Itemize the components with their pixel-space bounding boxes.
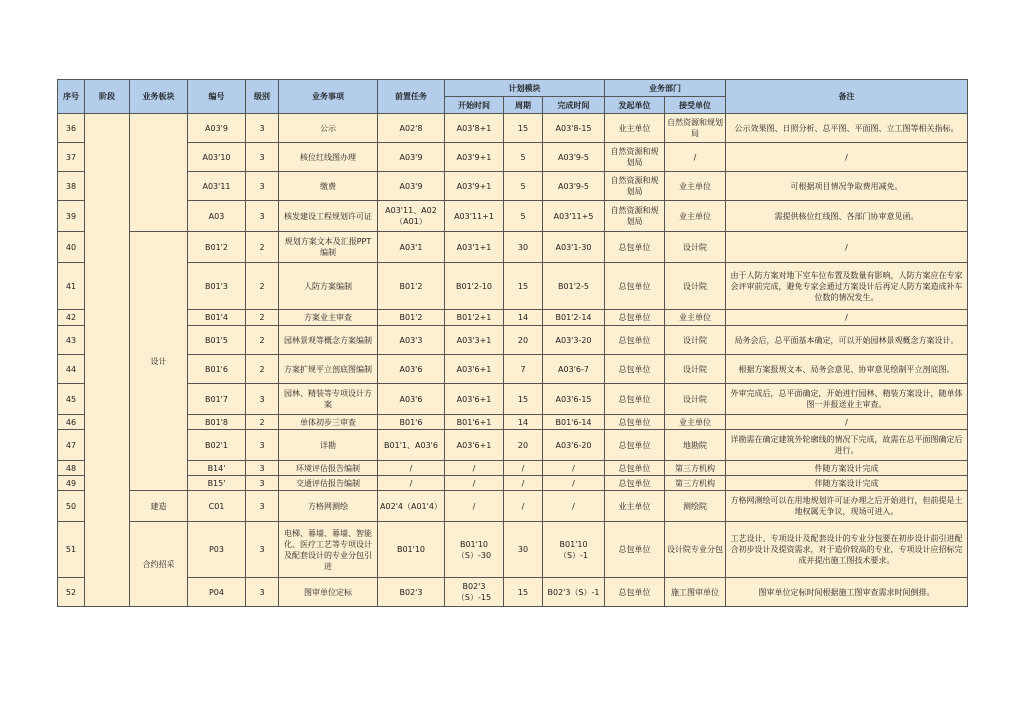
- cell-level: 2: [246, 415, 279, 430]
- cell-cycle: 14: [504, 310, 543, 326]
- cell-receiver: /: [665, 143, 726, 172]
- cell-initiator: 总包单位: [605, 384, 665, 415]
- cell-note: 详勘需在确定建筑外轮廓线的情况下完成，故需在总平面图确定后进行。: [726, 430, 968, 461]
- cell-start: B01'10（S）-30: [445, 522, 504, 578]
- cell-level: 2: [246, 310, 279, 326]
- table-row: [58, 491, 968, 522]
- cell-seq: 36: [58, 114, 85, 143]
- cell-initiator: 总包单位: [605, 355, 665, 384]
- cell-note: 由于人防方案对地下室车位布置及数量有影响，人防方案应在专家会评审前完成，避免专家会通过方案设计后再定人防方案造成补车位数的情况发生。: [726, 263, 968, 310]
- cell-receiver: 第三方机构: [665, 476, 726, 491]
- cell-level: 3: [246, 491, 279, 522]
- cell-receiver: 自然资源和规划局: [665, 114, 726, 143]
- cell-receiver: 设计院: [665, 384, 726, 415]
- cell-initiator: 自然资源和规划局: [605, 143, 665, 172]
- cell-level: 3: [246, 476, 279, 491]
- cell-level: 2: [246, 355, 279, 384]
- cell-level: 3: [246, 172, 279, 201]
- cell-finish: A03'8-15: [543, 114, 605, 143]
- cell-cycle: 15: [504, 114, 543, 143]
- cell-finish: A03'9-5: [543, 143, 605, 172]
- cell-cycle: 15: [504, 578, 543, 607]
- cell-initiator: 总包单位: [605, 578, 665, 607]
- cell-level: 3: [246, 522, 279, 578]
- cell-item: 方案业主审查: [279, 310, 378, 326]
- cell-item: 核发建设工程规划许可证: [279, 201, 378, 232]
- cell-seq: 47: [58, 430, 85, 461]
- cell-start: A03'6+1: [445, 355, 504, 384]
- header-start: 开始时间: [445, 97, 504, 114]
- cell-section-blank: [130, 114, 188, 232]
- cell-level: 2: [246, 326, 279, 355]
- cell-pre: /: [378, 476, 445, 491]
- cell-seq: 40: [58, 232, 85, 263]
- cell-pre: B01'1、A03'6: [378, 430, 445, 461]
- cell-receiver: 设计院: [665, 355, 726, 384]
- header-initiator: 发起单位: [605, 97, 665, 114]
- cell-code: B02'1: [188, 430, 246, 461]
- header-plan: 计划模块: [445, 80, 605, 97]
- cell-item: 核位红线图办理: [279, 143, 378, 172]
- header-level: 级别: [246, 80, 279, 114]
- table-row: [58, 355, 968, 384]
- cell-note: 可根据项目情况争取费用减免。: [726, 172, 968, 201]
- header-pre: 前置任务: [378, 80, 445, 114]
- cell-initiator: 总包单位: [605, 476, 665, 491]
- cell-code: A03'10: [188, 143, 246, 172]
- cell-receiver: 设计院: [665, 263, 726, 310]
- cell-pre: A02'8: [378, 114, 445, 143]
- cell-receiver: 测绘院: [665, 491, 726, 522]
- table-body: [58, 114, 968, 607]
- cell-seq: 52: [58, 578, 85, 607]
- cell-pre: A03'3: [378, 326, 445, 355]
- cell-cycle: 14: [504, 415, 543, 430]
- cell-note: /: [726, 310, 968, 326]
- cell-pre: B01'6: [378, 415, 445, 430]
- cell-finish: B01'2-14: [543, 310, 605, 326]
- header-finish: 完成时间: [543, 97, 605, 114]
- cell-item: 人防方案编制: [279, 263, 378, 310]
- table-row: [58, 430, 968, 461]
- cell-seq: 49: [58, 476, 85, 491]
- cell-seq: 50: [58, 491, 85, 522]
- table-row: [58, 263, 968, 310]
- cell-finish: B01'2-5: [543, 263, 605, 310]
- cell-start: /: [445, 476, 504, 491]
- cell-note: 工艺设计、专项设计及配套设计的专业分包要在初步设计前引进配合初步设计及提资需求，对于造价较高的专业，专项设计应招标完成并提出施工图技术要求。: [726, 522, 968, 578]
- cell-level: 3: [246, 430, 279, 461]
- cell-pre: A03'1: [378, 232, 445, 263]
- cell-initiator: 总包单位: [605, 461, 665, 476]
- cell-note: 需提供核位红线图、各部门协审意见函。: [726, 201, 968, 232]
- cell-seq: 44: [58, 355, 85, 384]
- cell-finish: /: [543, 491, 605, 522]
- cell-note: 图审单位定标时间根据施工图审查需求时间倒排。: [726, 578, 968, 607]
- cell-seq: 51: [58, 522, 85, 578]
- cell-receiver: 业主单位: [665, 415, 726, 430]
- cell-receiver: 业主单位: [665, 201, 726, 232]
- cell-finish: B01'6-14: [543, 415, 605, 430]
- cell-cycle: 7: [504, 355, 543, 384]
- cell-level: 3: [246, 384, 279, 415]
- cell-code: B14': [188, 461, 246, 476]
- cell-note: /: [726, 232, 968, 263]
- table-row: [58, 476, 968, 491]
- cell-cycle: /: [504, 476, 543, 491]
- cell-item: 规划方案文本及汇报PPT编制: [279, 232, 378, 263]
- cell-code: A03: [188, 201, 246, 232]
- cell-cycle: 20: [504, 430, 543, 461]
- cell-note: 根据方案报规文本、局务会意见、协审意见绘制平立剖底图。: [726, 355, 968, 384]
- cell-code: B01'7: [188, 384, 246, 415]
- cell-receiver: 设计院: [665, 326, 726, 355]
- cell-start: A03'6+1: [445, 430, 504, 461]
- cell-item: 园林、精装等专项设计方案: [279, 384, 378, 415]
- cell-start: B02'3（S）-15: [445, 578, 504, 607]
- cell-pre: B01'2: [378, 263, 445, 310]
- cell-start: A03'3+1: [445, 326, 504, 355]
- cell-pre: B01'10: [378, 522, 445, 578]
- cell-seq: 46: [58, 415, 85, 430]
- cell-level: 3: [246, 143, 279, 172]
- cell-start: B01'2-10: [445, 263, 504, 310]
- cell-cycle: 5: [504, 143, 543, 172]
- cell-item: 园林景观等概念方案编制: [279, 326, 378, 355]
- table-row: [58, 522, 968, 578]
- cell-finish: A03'1-30: [543, 232, 605, 263]
- cell-level: 3: [246, 578, 279, 607]
- cell-finish: A03'6-15: [543, 384, 605, 415]
- cell-code: P04: [188, 578, 246, 607]
- cell-finish: A03'3-20: [543, 326, 605, 355]
- cell-level: 2: [246, 263, 279, 310]
- cell-finish: B02'3（S）-1: [543, 578, 605, 607]
- cell-pre: A03'6: [378, 384, 445, 415]
- cell-section-contract: 合约招采: [130, 522, 188, 607]
- cell-section-design: 设计: [130, 232, 188, 491]
- cell-initiator: 自然资源和规划局: [605, 172, 665, 201]
- cell-start: /: [445, 491, 504, 522]
- cell-pre: A02'4（A01'4）: [378, 491, 445, 522]
- header-dept: 业务部门: [605, 80, 726, 97]
- cell-receiver: 地勘院: [665, 430, 726, 461]
- cell-receiver: 设计院专业分包: [665, 522, 726, 578]
- table-row: [58, 232, 968, 263]
- table-row: [58, 143, 968, 172]
- cell-note: 方格网测绘可以在用地规划许可证办理之后开始进行，但前提是土地权属无争议，现场可进入。: [726, 491, 968, 522]
- header-section: 业务板块: [130, 80, 188, 114]
- cell-level: 2: [246, 232, 279, 263]
- cell-initiator: 总包单位: [605, 326, 665, 355]
- cell-cycle: 5: [504, 201, 543, 232]
- cell-item: 单体初步三审查: [279, 415, 378, 430]
- cell-initiator: 自然资源和规划局: [605, 201, 665, 232]
- cell-item: 方格网测绘: [279, 491, 378, 522]
- cell-seq: 37: [58, 143, 85, 172]
- cell-receiver: 设计院: [665, 232, 726, 263]
- table-row: [58, 172, 968, 201]
- cell-cycle: 30: [504, 522, 543, 578]
- cell-initiator: 总包单位: [605, 310, 665, 326]
- header-item: 业务事项: [279, 80, 378, 114]
- header-receiver: 接受单位: [665, 97, 726, 114]
- table-row: [58, 201, 968, 232]
- schedule-table: [57, 79, 968, 607]
- cell-note: /: [726, 415, 968, 430]
- cell-code: C01: [188, 491, 246, 522]
- cell-cycle: 15: [504, 263, 543, 310]
- cell-code: B15': [188, 476, 246, 491]
- cell-seq: 48: [58, 461, 85, 476]
- cell-note: 伴随方案设计完成: [726, 476, 968, 491]
- cell-item: 交通评估报告编制: [279, 476, 378, 491]
- cell-start: B01'6+1: [445, 415, 504, 430]
- cell-seq: 43: [58, 326, 85, 355]
- cell-pre: A03'9: [378, 172, 445, 201]
- cell-start: A03'9+1: [445, 172, 504, 201]
- cell-code: B01'5: [188, 326, 246, 355]
- cell-cycle: 5: [504, 172, 543, 201]
- cell-code: B01'3: [188, 263, 246, 310]
- cell-finish: A03'11+5: [543, 201, 605, 232]
- cell-seq: 38: [58, 172, 85, 201]
- cell-receiver: 业主单位: [665, 310, 726, 326]
- cell-code: B01'8: [188, 415, 246, 430]
- cell-pre: B02'3: [378, 578, 445, 607]
- cell-start: A03'11+1: [445, 201, 504, 232]
- cell-note: 公示效果图、日照分析、总平图、平面图、立工图等相关指标。: [726, 114, 968, 143]
- cell-cycle: 30: [504, 232, 543, 263]
- cell-receiver: 施工图审单位: [665, 578, 726, 607]
- cell-cycle: 20: [504, 326, 543, 355]
- cell-finish: A03'6-20: [543, 430, 605, 461]
- cell-finish: B01'10（S）-1: [543, 522, 605, 578]
- cell-item: 缴费: [279, 172, 378, 201]
- cell-seq: 39: [58, 201, 85, 232]
- cell-start: A03'6+1: [445, 384, 504, 415]
- header-cycle: 周期: [504, 97, 543, 114]
- cell-code: A03'9: [188, 114, 246, 143]
- cell-seq: 42: [58, 310, 85, 326]
- cell-initiator: 总包单位: [605, 232, 665, 263]
- cell-receiver: 业主单位: [665, 172, 726, 201]
- cell-pre: A03'11、A02（A01）: [378, 201, 445, 232]
- cell-finish: /: [543, 461, 605, 476]
- table-row: [58, 114, 968, 143]
- cell-note: /: [726, 143, 968, 172]
- cell-note: 外审完成后，总平面确定，开始进行园林、精装方案设计，随单体图一并报送业主审查。: [726, 384, 968, 415]
- cell-pre: /: [378, 461, 445, 476]
- cell-start: B01'2+1: [445, 310, 504, 326]
- cell-item: 电梯、幕墙、幕墙、智能化、医疗工艺等专项设计及配套设计的专业分包引进: [279, 522, 378, 578]
- table-row: [58, 415, 968, 430]
- cell-item: 公示: [279, 114, 378, 143]
- cell-item: 详勘: [279, 430, 378, 461]
- cell-section-build: 建造: [130, 491, 188, 522]
- cell-level: 3: [246, 201, 279, 232]
- cell-start: A03'1+1: [445, 232, 504, 263]
- cell-initiator: 总包单位: [605, 263, 665, 310]
- table-row: [58, 384, 968, 415]
- header-code: 编号: [188, 80, 246, 114]
- cell-finish: A03'9-5: [543, 172, 605, 201]
- header-stage: 阶段: [85, 80, 130, 114]
- cell-cycle: 15: [504, 384, 543, 415]
- cell-item: 环境评估报告编制: [279, 461, 378, 476]
- cell-note: 件随方案设计完成: [726, 461, 968, 476]
- cell-seq: 45: [58, 384, 85, 415]
- cell-cycle: /: [504, 461, 543, 476]
- cell-cycle: /: [504, 491, 543, 522]
- table-row: [58, 326, 968, 355]
- cell-note: 局务会后，总平面基本确定，可以开始园林景观概念方案设计。: [726, 326, 968, 355]
- cell-initiator: 总包单位: [605, 415, 665, 430]
- cell-finish: A03'6-7: [543, 355, 605, 384]
- cell-pre: A03'9: [378, 143, 445, 172]
- cell-initiator: 总包单位: [605, 522, 665, 578]
- cell-level: 3: [246, 114, 279, 143]
- cell-seq: 41: [58, 263, 85, 310]
- table-row: [58, 310, 968, 326]
- cell-finish: /: [543, 476, 605, 491]
- table-header: [58, 80, 968, 114]
- table-row: [58, 461, 968, 476]
- cell-code: B01'6: [188, 355, 246, 384]
- cell-pre: B01'2: [378, 310, 445, 326]
- header-seq: 序号: [58, 80, 85, 114]
- header-note: 备注: [726, 80, 968, 114]
- cell-pre: A03'6: [378, 355, 445, 384]
- cell-stage: [85, 114, 130, 607]
- cell-item: 图审单位定标: [279, 578, 378, 607]
- cell-code: B01'2: [188, 232, 246, 263]
- cell-initiator: 业主单位: [605, 114, 665, 143]
- cell-initiator: 总包单位: [605, 430, 665, 461]
- cell-level: 3: [246, 461, 279, 476]
- cell-start: /: [445, 461, 504, 476]
- cell-start: A03'9+1: [445, 143, 504, 172]
- cell-start: A03'8+1: [445, 114, 504, 143]
- cell-initiator: 业主单位: [605, 491, 665, 522]
- cell-code: P03: [188, 522, 246, 578]
- cell-receiver: 第三方机构: [665, 461, 726, 476]
- cell-code: A03'11: [188, 172, 246, 201]
- cell-item: 方案扩规平立剖底图编制: [279, 355, 378, 384]
- table-row: [58, 578, 968, 607]
- cell-code: B01'4: [188, 310, 246, 326]
